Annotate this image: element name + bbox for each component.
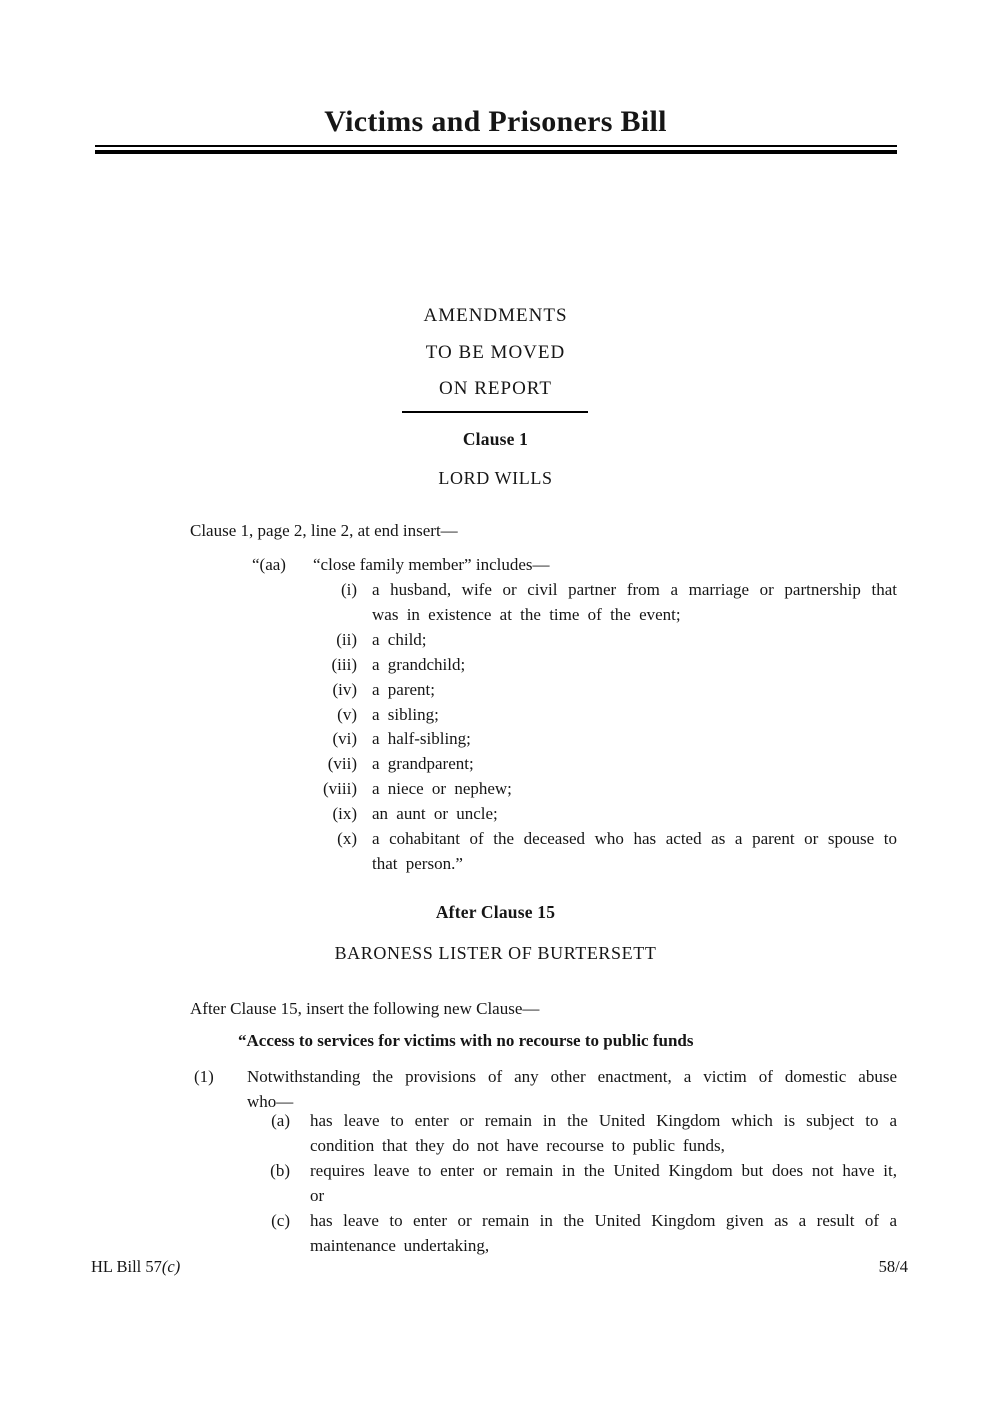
bill-number [91, 1256, 180, 1278]
list-item [190, 752, 897, 777]
list-item-number: (ix) [332, 804, 357, 824]
page-title: Victims and Prisoners Bill [324, 105, 667, 138]
list-item [190, 827, 897, 877]
provision-aa [252, 553, 897, 578]
list-item-text: a parent; [372, 679, 435, 699]
sheet-number: 58/4 [878, 1257, 908, 1276]
list-item-text: has leave to enter or remain in the United Kingdom given as a result of a maintenance undertaking, [310, 1210, 897, 1255]
list-item [190, 802, 897, 827]
list-item [190, 653, 897, 678]
list-item-text: an aunt or uncle; [372, 804, 498, 824]
marshalled-line-3: ON REPORT [439, 378, 552, 399]
mover-name-baroness-lister: BARONESS LISTER OF BURTERSETT [334, 943, 657, 963]
list-item [190, 1109, 897, 1159]
list-item-text: a grandchild; [372, 654, 466, 674]
after-clause-15-heading: After Clause 15 [435, 902, 556, 922]
list-item-text: a cohabitant of the deceased who has acted as a parent or spouse to that person.” [372, 829, 897, 873]
list-item [190, 1209, 897, 1259]
list-item [190, 678, 897, 703]
clause-1-heading: Clause 1 [462, 429, 529, 449]
marshalled-header [0, 298, 991, 408]
list-item-text: requires leave to enter or remain in the United Kingdom but does not have it, or [310, 1160, 897, 1205]
list-item-text: a half-sibling; [372, 729, 471, 749]
list-item [190, 777, 897, 802]
marshalled-header-rule [402, 411, 588, 413]
list-item-number: (vi) [332, 729, 357, 749]
amendment-1-instruction: Clause 1, page 2, line 2, at end insert— [190, 521, 458, 540]
list-item-number: (i) [340, 580, 357, 599]
list-item-text: a child; [372, 629, 427, 649]
list-item [190, 727, 897, 752]
list-item-number: (iv) [332, 679, 357, 699]
bill-number-suffix: (c) [161, 1257, 181, 1276]
list-item-text: a sibling; [372, 704, 439, 724]
list-item [190, 1159, 897, 1209]
list-item-text: a husband, wife or civil partner from a marriage or partnership that was in existence at the time of the event; [372, 580, 897, 624]
list-item-number: (vii) [327, 754, 357, 774]
lettered-list [190, 1109, 897, 1258]
new-clause-title: “Access to services for victims with no recourse to public funds [238, 1031, 694, 1050]
subsection-text: Notwithstanding the provisions of any other enactment, a victim of domestic abuse who— [247, 1067, 897, 1111]
title-double-rule [95, 145, 897, 154]
list-item-number: (b) [270, 1160, 290, 1180]
list-item-number: (viii) [323, 779, 357, 799]
provision-aa-text: “close family member” includes— [313, 555, 550, 574]
page-footer [91, 1256, 908, 1278]
list-item-number: (a) [271, 1111, 290, 1130]
subsection-1 [194, 1065, 897, 1115]
list-item-text: has leave to enter or remain in the United Kingdom which is subject to a condition that they do not have recourse to public funds, [310, 1111, 897, 1155]
list-item-number: (iii) [331, 654, 357, 674]
bill-number-text: HL Bill 57 [91, 1257, 162, 1276]
list-item-number: (c) [271, 1210, 290, 1230]
list-item [190, 628, 897, 653]
list-item-number: (ii) [336, 629, 357, 649]
mover-name-lord-wills: LORD WILLS [438, 468, 553, 488]
list-item-text: a grandparent; [372, 754, 474, 774]
list-item [190, 578, 897, 628]
roman-numeral-list [190, 578, 897, 877]
list-item-text: a niece or nephew; [372, 779, 512, 799]
subsection-number: (1) [194, 1067, 214, 1086]
amendment-2-instruction: After Clause 15, insert the following new Clause— [190, 999, 540, 1018]
list-item-number: (x) [337, 829, 357, 849]
marshalled-line-2: TO BE MOVED [425, 341, 566, 363]
list-item [190, 703, 897, 728]
list-item-number: (v) [337, 704, 357, 724]
provision-aa-marker: “(aa) [252, 555, 286, 574]
marshalled-line-1: AMENDMENTS [423, 305, 568, 326]
